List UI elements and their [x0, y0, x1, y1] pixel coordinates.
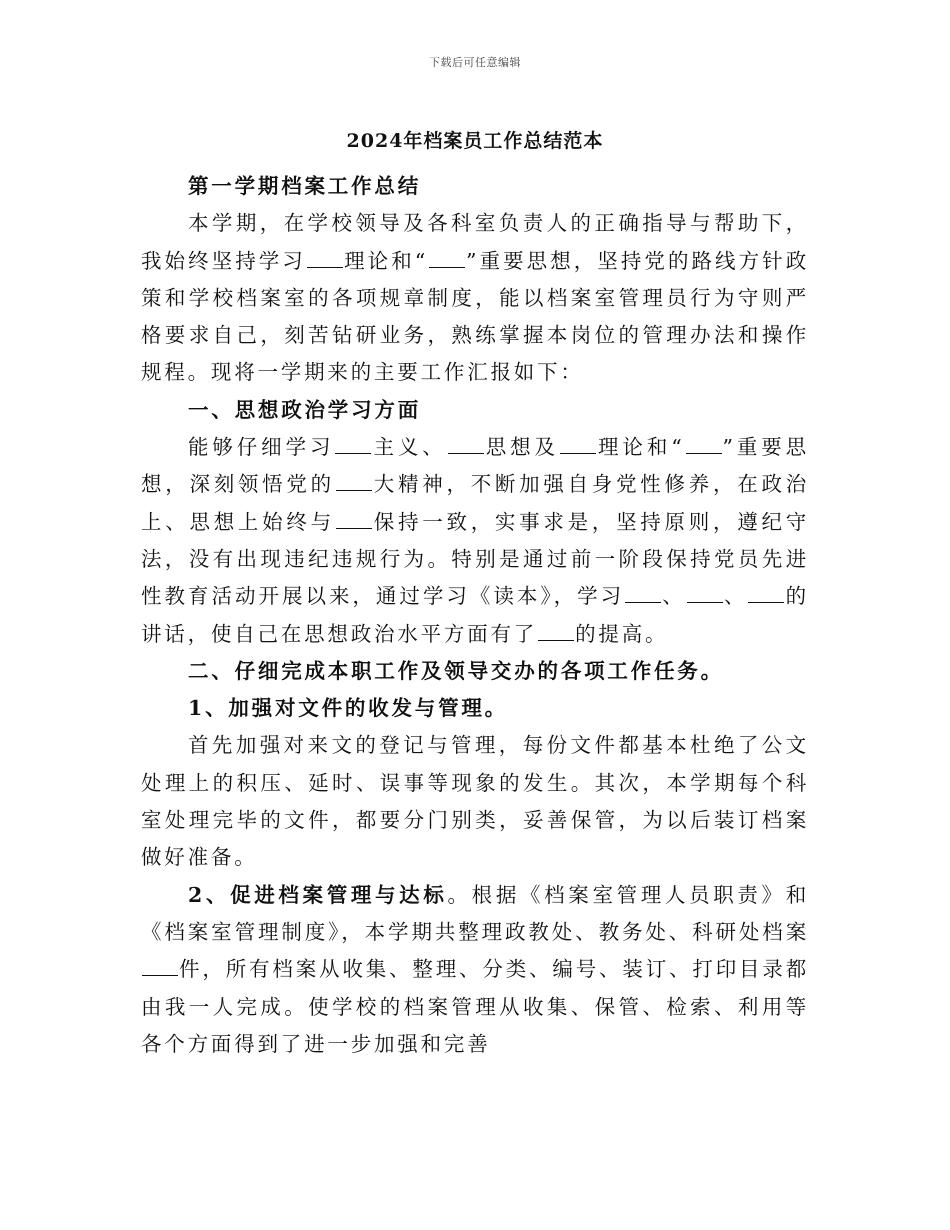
header-note: 下载后可任意编辑 — [429, 56, 521, 69]
text-run: 件，所有档案从收集、整理、分类、编号、装订、打印目录都由我一人完成。使学校的档案管理从收集、保管、检索、利用等各个方面得到了进一步加强和完善 — [141, 957, 809, 1056]
document-title: 2024年档案员工作总结范本 — [346, 130, 604, 152]
fill-blank — [448, 439, 484, 454]
fill-blank — [307, 253, 343, 268]
text-run: 理论和“ — [596, 435, 685, 460]
subsection-heading-file-management: 1、加强对文件的收发与管理。 — [188, 696, 508, 721]
paragraph-political-study — [141, 429, 809, 653]
fill-blank — [336, 514, 372, 529]
text-run: 的提高。 — [575, 621, 669, 646]
document-body — [141, 168, 809, 1063]
text-run: 主义、 — [372, 435, 447, 460]
text-run: ”重要思想，深刻领悟党的 — [141, 435, 809, 497]
paragraph-archive-management — [141, 877, 809, 1063]
text-run: 思想及 — [484, 435, 559, 460]
fill-blank — [429, 253, 465, 268]
fill-blank — [538, 626, 574, 641]
text-run: 本学期，在学校领导及各科室负责人的正确指导与帮助下，我始终坚持学习 — [141, 211, 809, 273]
text-run: 、 — [723, 584, 748, 609]
fill-blank — [336, 476, 372, 491]
fill-blank — [335, 439, 371, 454]
text-run: 大精神，不断加强自身党性修养，在政治上、思想上始终与 — [141, 472, 809, 534]
section-heading-duties: 二、仔细完成本职工作及领导交办的各项工作任务。 — [188, 658, 724, 683]
text-run: 、 — [662, 584, 686, 609]
fill-blank — [748, 588, 784, 603]
section-heading-semester-summary: 第一学期档案工作总结 — [188, 174, 421, 198]
fill-blank — [625, 588, 661, 603]
paragraph-intro — [141, 205, 809, 391]
fill-blank — [560, 439, 596, 454]
text-run: 理论和“ — [343, 248, 429, 273]
text-run: 的讲话，使自己在思想政治水平方面有了 — [141, 584, 809, 646]
section-heading-political-study: 一、思想政治学习方面 — [188, 397, 421, 422]
fill-blank — [142, 961, 178, 976]
fill-blank — [686, 439, 722, 454]
text-run: 。根据《档案室管理人员职责》和《档案室管理制度》，本学期共整理政教处、教务处、科研处档案 — [141, 882, 809, 944]
subsection-heading-archive-standards: 2、促进档案管理与达标 — [188, 882, 448, 907]
text-run: 保持一致，实事求是，坚持原则，遵纪守法，没有出现违纪违规行为。特别是通过前一阶段保持党员先进性教育活动开展以来，通过学习《读本》，学习 — [141, 509, 809, 609]
text-run: 能够仔细学习 — [188, 435, 335, 460]
paragraph-file-management: 首先加强对来文的登记与管理，每份文件都基本杜绝了公文处理上的积压、延时、误事等现象的发生。其次，本学期每个科室处理完毕的文件，都要分门别类，妥善保管，为以后装订档案做好准备。 — [141, 733, 809, 870]
text-run: ”重要思想，坚持党的路线方针政策和学校档案室的各项规章制度，能以档案室管理员行为守则严格要求自己，刻苦钻研业务，熟练掌握本岗位的管理办法和操作规程。现将一学期来的主要工作汇报如下： — [141, 248, 809, 385]
fill-blank — [687, 588, 723, 603]
